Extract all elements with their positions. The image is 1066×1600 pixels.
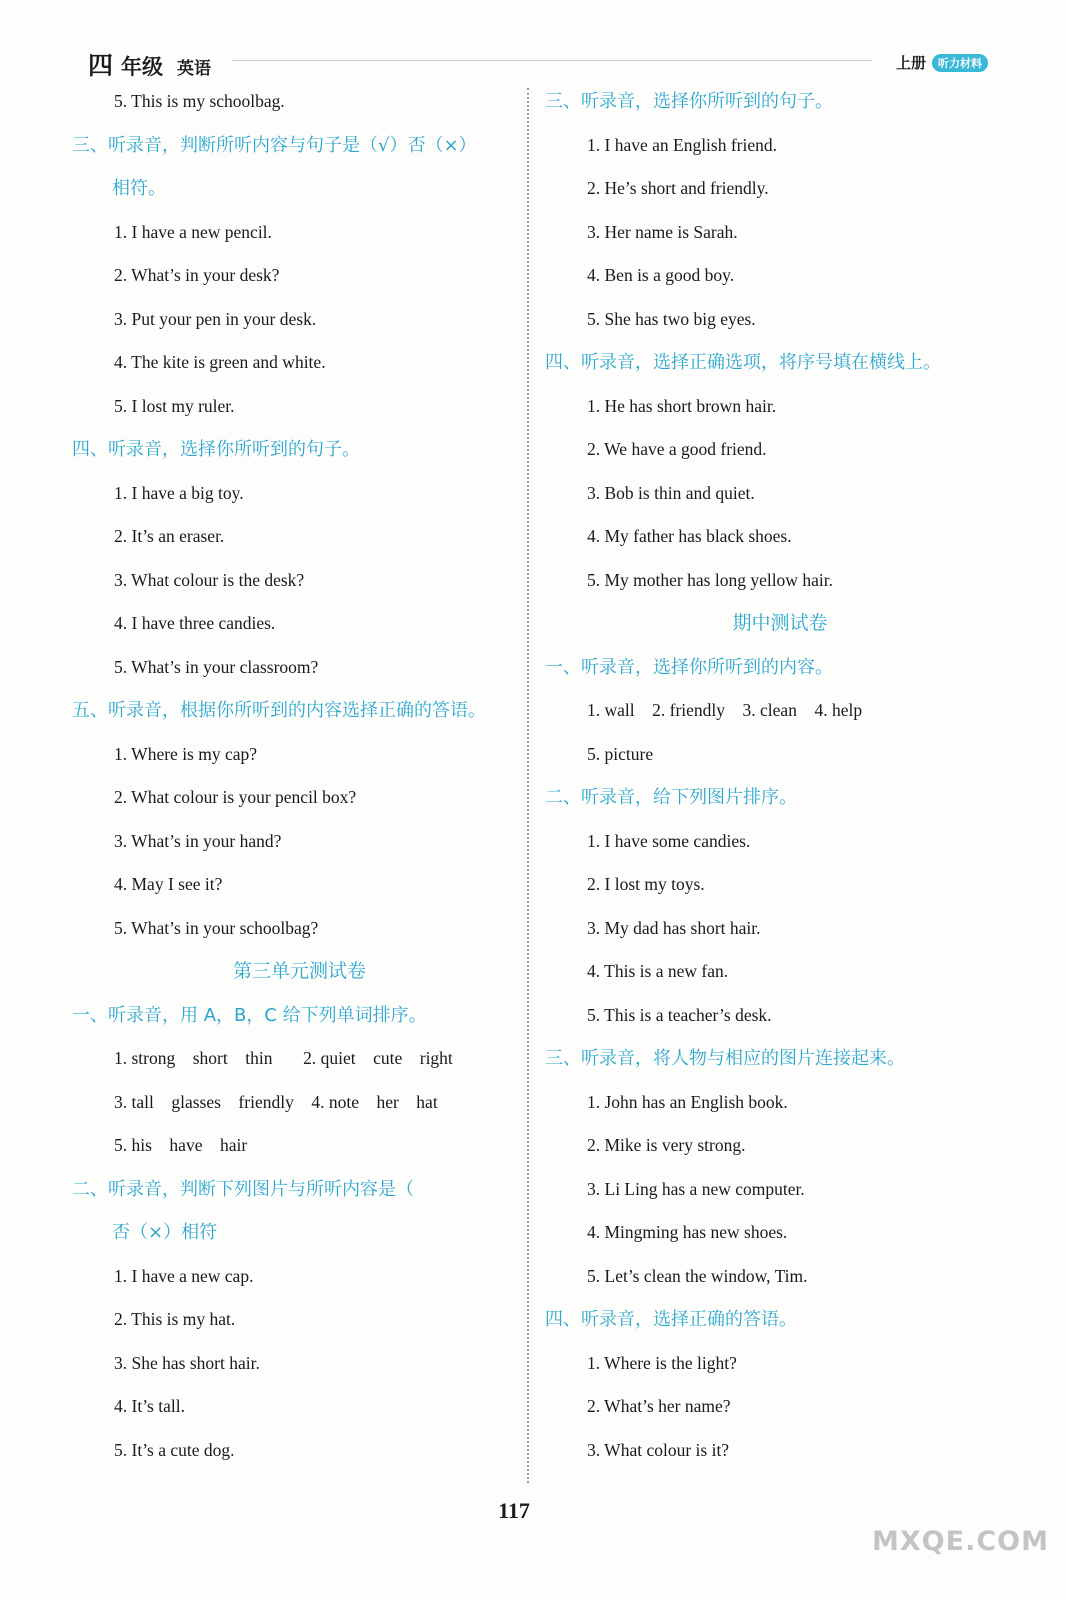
list-item: 1. I have a new cap.: [114, 1265, 254, 1286]
list-item: 5. This is a teacher’s desk.: [587, 1004, 772, 1025]
list-item: 1. He has short brown hair.: [587, 395, 777, 416]
section-title-continued: 相符。: [112, 178, 166, 199]
list-item: 5. Let’s clean the window, Tim.: [587, 1265, 808, 1286]
list-item: 5. My mother has long yellow hair.: [587, 569, 833, 590]
midterm-title: 期中测试卷: [732, 612, 828, 634]
grade-subject: [88, 46, 211, 82]
list-item: 2. What’s her name?: [587, 1396, 731, 1416]
section-title: 三、听录音，将人物与相应的图片连接起来。: [545, 1048, 905, 1069]
section-title: 三、听录音，选择你所听到的句子。: [545, 91, 833, 112]
list-item: 4. This is a new fan.: [587, 961, 729, 981]
volume-label: 上册: [896, 54, 927, 72]
volume-info: [896, 52, 988, 73]
list-item: 5. I lost my ruler.: [114, 395, 235, 416]
header-rule: [232, 60, 872, 61]
list-item: 5. This is my schoolbag.: [114, 91, 285, 111]
list-item: 1. John has an English book.: [587, 1091, 788, 1112]
section-title: 五、听录音，根据你所听到的内容选择正确的答语。: [72, 700, 486, 721]
section-title: 四、听录音，选择正确的答语。: [545, 1309, 797, 1330]
grade-label: 年级: [121, 55, 164, 79]
word-row: 5. picture: [587, 743, 654, 764]
list-item: 5. She has two big eyes.: [587, 308, 756, 329]
list-item: 1. Where is my cap?: [114, 743, 258, 764]
section-title: 二、听录音，给下列图片排序。: [545, 787, 797, 808]
list-item: 2. This is my hat.: [114, 1309, 236, 1329]
list-item: 2. We have a good friend.: [587, 439, 767, 459]
list-item: 2. What’s in your desk?: [114, 265, 280, 285]
list-item: 4. May I see it?: [114, 874, 223, 894]
list-item: 5. What’s in your classroom?: [114, 656, 319, 677]
watermark: MXQE.COM: [872, 1526, 1049, 1557]
section-title: 一、听录音，用 A，B，C 给下列单词排序。: [72, 1004, 427, 1026]
left-column: [72, 80, 527, 1472]
list-item: 1. I have an English friend.: [587, 134, 778, 155]
list-item: 4. Mingming has new shoes.: [587, 1222, 788, 1242]
list-item: 2. What colour is your pencil box?: [114, 787, 357, 807]
list-item: 3. Bob is thin and quiet.: [587, 482, 755, 503]
list-item: 4. Ben is a good boy.: [587, 265, 735, 285]
subject-label: 英语: [177, 59, 212, 79]
list-item: 3. Her name is Sarah.: [587, 221, 738, 242]
list-item: 5. What’s in your schoolbag?: [114, 917, 319, 938]
unit-test-title: 第三单元测试卷: [232, 960, 366, 982]
section-badge: 听力材料: [932, 54, 988, 72]
list-item: 3. She has short hair.: [114, 1352, 260, 1373]
list-item: 2. It’s an eraser.: [114, 526, 225, 546]
list-item: 3. My dad has short hair.: [587, 917, 761, 938]
list-item: 3. Li Ling has a new computer.: [587, 1178, 805, 1199]
section-title-continued: 否（×）相符: [112, 1222, 218, 1243]
column-divider: [527, 88, 529, 1483]
word-row: 1. strong short thin 2. quiet cute right: [114, 1048, 453, 1068]
word-row: 5. his have hair: [114, 1135, 248, 1155]
list-item: 1. I have a big toy.: [114, 482, 244, 503]
word-row: 1. wall 2. friendly 3. clean 4. help: [587, 700, 863, 720]
list-item: 3. What’s in your hand?: [114, 830, 282, 851]
right-column: [545, 80, 1015, 1472]
grade-number: 四: [88, 51, 114, 80]
list-item: 1. I have some candies.: [587, 830, 751, 851]
section-title: 二、听录音，判断下列图片与所听内容是（: [72, 1178, 414, 1200]
list-item: 3. What colour is the desk?: [114, 569, 305, 590]
list-item: 2. He’s short and friendly.: [587, 178, 769, 198]
page-header: [0, 0, 1066, 80]
list-item: 5. It’s a cute dog.: [114, 1439, 235, 1460]
list-item: 4. It’s tall.: [114, 1396, 185, 1416]
list-item: 1. I have a new pencil.: [114, 221, 272, 242]
list-item: 2. I lost my toys.: [587, 874, 705, 894]
list-item: 3. Put your pen in your desk.: [114, 308, 317, 329]
section-title: 一、听录音，选择你所听到的内容。: [545, 656, 833, 678]
list-item: 4. My father has black shoes.: [587, 526, 792, 546]
section-title: 三、听录音，判断所听内容与句子是（√）否（×）: [72, 134, 477, 156]
list-item: 3. What colour is it?: [587, 1439, 730, 1460]
list-item: 1. Where is the light?: [587, 1352, 737, 1373]
list-item: 2. Mike is very strong.: [587, 1135, 746, 1155]
section-title: 四、听录音，选择正确选项，将序号填在横线上。: [545, 352, 941, 373]
list-item: 4. I have three candies.: [114, 613, 276, 633]
list-item: 4. The kite is green and white.: [114, 352, 326, 372]
page-number: 117: [498, 1498, 530, 1523]
section-title: 四、听录音，选择你所听到的句子。: [72, 439, 360, 460]
word-row: 3. tall glasses friendly 4. note her hat: [114, 1091, 438, 1112]
